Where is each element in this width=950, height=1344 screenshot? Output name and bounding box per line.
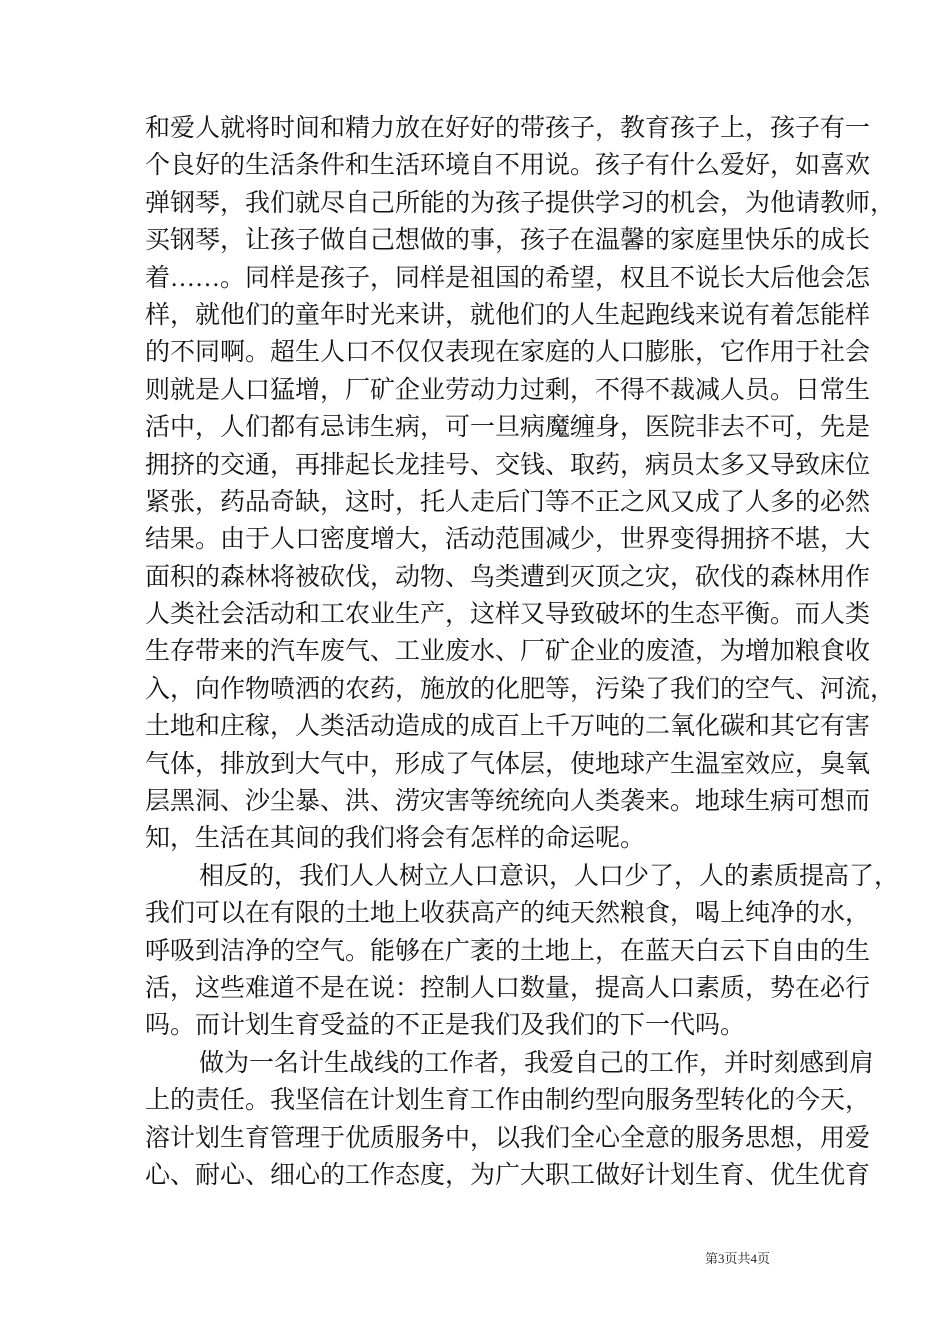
text-line: 人类社会活动和工农业生产，这样又导致破坏的生态平衡。而人类 <box>145 601 871 629</box>
text-line: 做为一名计生战线的工作者，我爱自己的工作，并时刻感到肩 <box>199 1049 875 1077</box>
text-line: 活中，人们都有忌讳生病，可一旦病魔缠身，医院非去不可，先是 <box>145 414 871 442</box>
text-line: 溶计划生育管理于优质服务中，以我们全心全意的服务思想，用爱 <box>145 1124 871 1152</box>
text-line: 结果。由于人口密度增大，活动范围减少，世界变得拥挤不堪，大 <box>145 526 871 554</box>
document-body <box>145 110 900 1194</box>
text-line: 层黑洞、沙尘暴、洪、涝灾害等统统向人类袭来。地球生病可想而 <box>145 788 871 816</box>
text-line: 拥挤的交通，再排起长龙挂号、交钱、取药，病员太多又导致床位 <box>145 451 871 479</box>
page-number: 第3页共4页 <box>705 1251 771 1266</box>
text-line: 气体，排放到大气中，形成了气体层，使地球产生温室效应，臭氧 <box>145 750 871 778</box>
text-line: 和爱人就将时间和精力放在好好的带孩子，教育孩子上，孩子有一 <box>145 115 871 142</box>
text-line: 弹钢琴，我们就尽自己所能的为孩子提供学习的机会，为他请教师， <box>145 189 896 217</box>
text-line: 心、耐心、细心的工作态度，为广大职工做好计划生育、优生优育 <box>145 1161 871 1189</box>
text-line: 个良好的生活条件和生活环境自不用说。孩子有什么爱好，如喜欢 <box>145 152 871 180</box>
text-line: 知，生活在其间的我们将会有怎样的命运呢。 <box>145 825 646 853</box>
text-line: 紧张，药品奇缺，这时，托人走后门等不正之风又成了人多的必然 <box>145 488 871 516</box>
text-line: 着……。同样是孩子，同样是祖国的希望，权且不说长大后他会怎 <box>145 264 871 292</box>
text-line: 我们可以在有限的土地上收获高产的纯天然粮食，喝上纯净的水， <box>145 900 871 928</box>
text-line: 样，就他们的童年时光来讲，就他们的人生起跑线来说有着怎能样 <box>145 301 871 329</box>
text-line: 相反的，我们人人树立人口意识，人口少了，人的素质提高了， <box>199 862 900 890</box>
text-line: 上的责任。我坚信在计划生育工作由制约型向服务型转化的今天， <box>145 1087 871 1115</box>
text-line: 生存带来的汽车废气、工业废水、厂矿企业的废渣，为增加粮食收 <box>145 638 871 666</box>
text-line: 吗。而计划生育受益的不正是我们及我们的下一代吗。 <box>145 1012 746 1040</box>
text-line: 的不同啊。超生人口不仅仅表现在家庭的人口膨胀，它作用于社会 <box>145 339 871 367</box>
text-line: 呼吸到洁净的空气。能够在广袤的土地上，在蓝天白云下自由的生 <box>145 937 871 965</box>
text-line: 入，向作物喷洒的农药，施放的化肥等，污染了我们的空气、河流， <box>145 675 896 703</box>
text-line: 则就是人口猛增，厂矿企业劳动力过剩，不得不裁减人员。日常生 <box>145 376 871 404</box>
text-line: 面积的森林将被砍伐，动物、鸟类遭到灭顶之灾，砍伐的森林用作 <box>145 563 871 591</box>
text-line: 土地和庄稼，人类活动造成的成百上千万吨的二氧化碳和其它有害 <box>145 713 871 741</box>
text-line: 买钢琴，让孩子做自己想做的事，孩子在温馨的家庭里快乐的成长 <box>145 227 871 255</box>
text-line: 活，这些难道不是在说：控制人口数量，提高人口素质，势在必行 <box>145 974 871 1002</box>
